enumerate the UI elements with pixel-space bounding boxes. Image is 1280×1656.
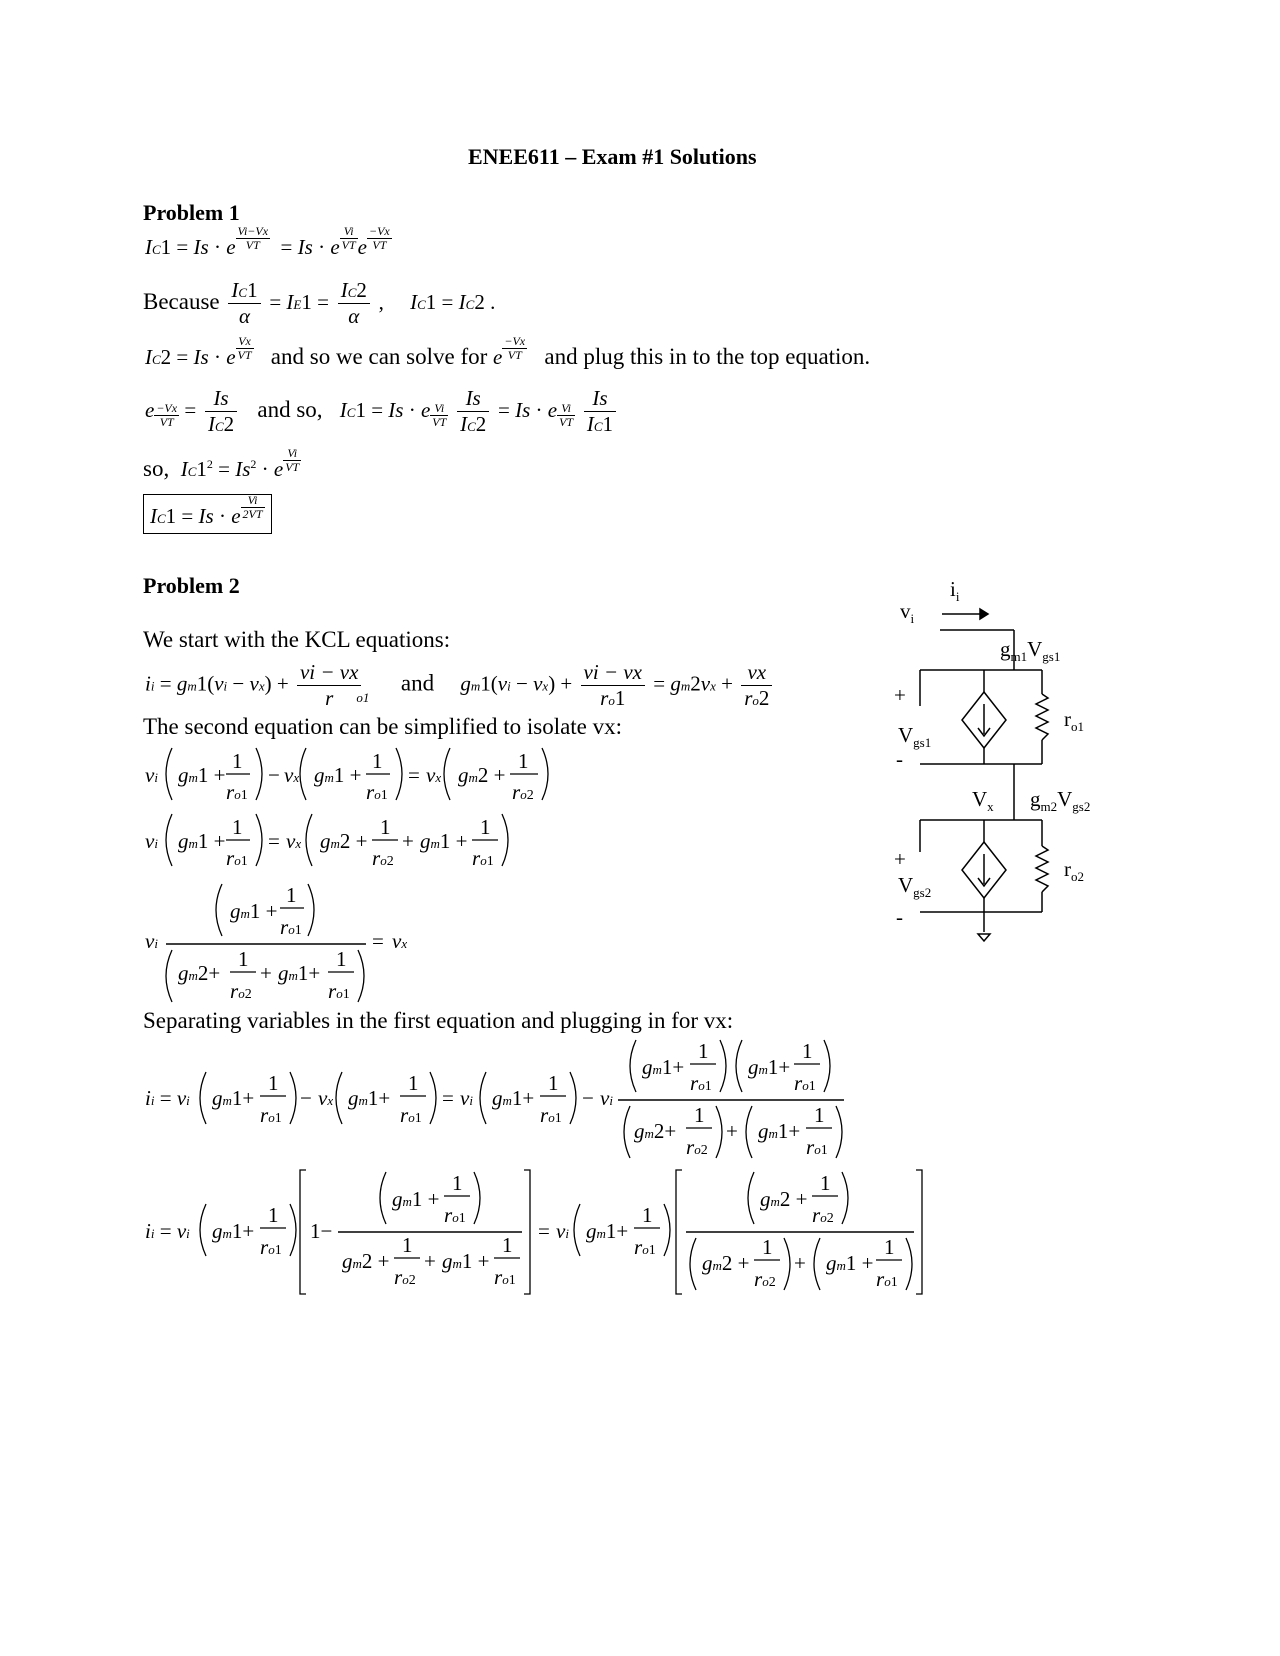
label-ro1: $r_{o1}$ [1064, 707, 1084, 734]
svg-text:gm2+: gm2+ [634, 1119, 677, 1143]
dependent-source-2 [962, 842, 1006, 898]
svg-text:ro2: ro2 [372, 846, 394, 870]
svg-text:+: + [726, 1119, 738, 1143]
svg-text:gm1 +: gm1 + [442, 1249, 490, 1273]
svg-text:gm2 +: gm2 + [702, 1251, 750, 1275]
svg-text:ro1: ro1 [400, 1103, 422, 1127]
svg-text:1: 1 [518, 749, 529, 773]
label-vx: $V_x$ [972, 787, 994, 814]
svg-text:vi: vi [145, 929, 158, 953]
svg-text:ro1: ro1 [876, 1267, 898, 1291]
svg-text:ro1: ro1 [260, 1103, 282, 1127]
label-plus-1: + [894, 683, 906, 707]
label-gm1vgs1: $g_{m1}V_{gs1}$ [1000, 637, 1061, 664]
svg-text:vi: vi [600, 1086, 613, 1110]
svg-text:vx: vx [318, 1086, 334, 1110]
svg-text:ro1: ro1 [328, 979, 350, 1003]
so-text: so, [143, 456, 170, 481]
svg-text:vi: vi [460, 1086, 473, 1110]
svg-text:gm1 +: gm1 + [178, 763, 226, 787]
svg-text:vi: vi [145, 829, 158, 853]
label-ro2: $r_{o2}$ [1064, 857, 1084, 884]
svg-text:+: + [402, 829, 414, 853]
svg-text:vx: vx [284, 763, 300, 787]
svg-text:−: − [582, 1086, 594, 1110]
svg-text:+: + [260, 961, 272, 985]
svg-text:ro2: ro2 [394, 1265, 416, 1289]
svg-text:1: 1 [802, 1039, 813, 1063]
svg-text:gm1+: gm1+ [278, 961, 321, 985]
svg-text:−: − [268, 763, 280, 787]
svg-text:ro1: ro1 [794, 1071, 816, 1095]
svg-text:gm1 +: gm1 + [230, 899, 278, 923]
svg-text:gm1 +: gm1 + [314, 763, 362, 787]
svg-text:1: 1 [694, 1103, 705, 1127]
svg-text:ro2: ro2 [230, 979, 252, 1003]
kcl-equations: ii = gm1(vi − vx) + $\frac{vi - vx}{r}$ $_{o1}$ and gm1(vi − vx) + $\frac{vi - vx}{ro1}$ = gm2vx + $\frac{vx}{ro2}$ [145, 660, 775, 711]
page-title: ENEE611 – Exam #1 Solutions [468, 144, 757, 169]
svg-text:ro2: ro2 [812, 1203, 834, 1227]
svg-text:1: 1 [642, 1203, 653, 1227]
svg-text:ro1: ro1 [226, 780, 248, 804]
svg-text:ro2: ro2 [754, 1267, 776, 1291]
svg-text:gm1+: gm1+ [348, 1086, 391, 1110]
step-2-equation [145, 814, 508, 870]
svg-text:1: 1 [698, 1039, 709, 1063]
kcl-text: We start with the KCL equations: [143, 627, 451, 652]
svg-text:1: 1 [814, 1103, 825, 1127]
svg-text:vi: vi [556, 1219, 569, 1243]
svg-text:vx: vx [286, 829, 302, 853]
svg-text:1: 1 [372, 749, 383, 773]
svg-text:1: 1 [238, 947, 249, 971]
solve-text: and so we can solve for [270, 344, 488, 369]
because-word: Because [143, 288, 220, 314]
svg-text:1: 1 [286, 883, 297, 907]
svg-text:ro1: ro1 [366, 780, 388, 804]
svg-text:ro2: ro2 [512, 780, 534, 804]
separating-text: Separating variables in the first equation and plugging in for vx: [143, 1008, 734, 1033]
label-minus-1: - [896, 747, 903, 771]
andso-text: and so, [257, 396, 323, 422]
svg-text:1: 1 [884, 1235, 895, 1259]
label-gm2vgs2: $g_{m2}V_{gs2}$ [1030, 787, 1091, 814]
equation-ic1-exp: IC1 = Is · e $^{\frac{Vi-Vx}{VT}}$ = Is · e $^{\frac{Vi}{VT}}$ e $^{\frac{-Vx}{VT}}$ [145, 224, 390, 259]
svg-text:1: 1 [502, 1233, 513, 1257]
problem-2-heading: Problem 2 [143, 573, 240, 598]
svg-text:gm2 +: gm2 + [342, 1249, 390, 1273]
label-vgs1: $V_{gs1}$ [898, 723, 932, 750]
plug-text: and plug this in to the top equation. [544, 344, 871, 369]
svg-text:ro1: ro1 [260, 1235, 282, 1259]
svg-text:gm1+: gm1+ [212, 1219, 255, 1243]
svg-text:ro1: ro1 [226, 846, 248, 870]
svg-text:+: + [424, 1249, 436, 1273]
svg-text:vi: vi [145, 763, 158, 787]
ground-symbol [978, 934, 990, 941]
svg-text:gm2 +: gm2 + [320, 829, 368, 853]
svg-text:gm1+: gm1+ [492, 1086, 535, 1110]
svg-text:ro1: ro1 [472, 846, 494, 870]
svg-text:−: − [300, 1086, 312, 1110]
substitution-line: e $^{\frac{-Vx}{VT}}$ = $\frac{Is}{IC2}$ and so, IC1 = Is · e $^{\frac{Vi}{VT}}$ $\frac{Is}{IC2}$ = Is · e $^{\frac{Vi}{VT}}$ $\frac{Is}{IC1}$ [145, 386, 619, 437]
svg-text:vx: vx [426, 763, 442, 787]
step-1-equation [145, 748, 548, 804]
squared-line: so, $IC1^2 = Is^2 \cdot e$ $^{\frac{Vi}{VT}}$ [143, 446, 300, 481]
resistor-ro2 [1036, 846, 1048, 892]
svg-text:=: = [408, 763, 420, 787]
svg-text:1: 1 [762, 1235, 773, 1259]
dependent-source-1 [962, 692, 1006, 748]
svg-text:ro1: ro1 [444, 1203, 466, 1227]
svg-text:ro1: ro1 [540, 1103, 562, 1127]
and-text: and [400, 670, 435, 696]
svg-text:1: 1 [452, 1171, 463, 1195]
svg-text:=: = [442, 1086, 454, 1110]
svg-text:gm1+: gm1+ [748, 1055, 791, 1079]
svg-text:=: = [372, 929, 384, 953]
svg-text:gm2 +: gm2 + [760, 1187, 808, 1211]
svg-text:gm1 +: gm1 + [420, 829, 468, 853]
svg-text:1: 1 [336, 947, 347, 971]
ic2-line: IC2 = Is · e $^{\frac{Vx}{VT}}$ and so we can solve for e $^{\frac{-Vx}{VT}}$ and plug this in to the top equation. [145, 334, 871, 369]
svg-text:ii = vi: ii = vi [145, 1086, 190, 1110]
svg-text:1−: 1− [310, 1219, 333, 1243]
problem-1-heading: Problem 1 [143, 200, 240, 225]
svg-text:1: 1 [548, 1071, 559, 1095]
svg-text:1: 1 [232, 749, 243, 773]
svg-text:ii = vi: ii = vi [145, 1219, 190, 1243]
svg-text:vx: vx [392, 929, 408, 953]
final-line-b [145, 1170, 922, 1294]
label-vi: $v_i$ [900, 599, 915, 626]
svg-text:1: 1 [402, 1233, 413, 1257]
svg-text:gm1 +: gm1 + [826, 1251, 874, 1275]
svg-text:1: 1 [380, 815, 391, 839]
svg-text:1: 1 [480, 815, 491, 839]
svg-text:gm2+: gm2+ [178, 961, 221, 985]
svg-text:gm1+: gm1+ [212, 1086, 255, 1110]
simplify-text: The second equation can be simplified to isolate vx: [143, 714, 623, 739]
svg-text:1: 1 [268, 1071, 279, 1095]
because-line: Because $\frac{IC1}{\alpha}$ = IE1 = $\frac{IC2}{\alpha}$ , IC1 = IC2 . [143, 278, 496, 328]
step-3-equation [145, 883, 407, 1003]
resistor-ro1 [1036, 694, 1048, 740]
svg-text:gm1+: gm1+ [586, 1219, 629, 1243]
svg-text:ro1: ro1 [634, 1235, 656, 1259]
svg-text:gm1 +: gm1 + [392, 1187, 440, 1211]
boxed-result: IC1 = Is · e $^{\frac{Vi}{2VT}}$ [143, 494, 272, 534]
final-line-a [145, 1039, 844, 1159]
svg-text:ro1: ro1 [690, 1071, 712, 1095]
svg-text:1: 1 [408, 1071, 419, 1095]
svg-text:1: 1 [820, 1171, 831, 1195]
svg-text:gm2 +: gm2 + [458, 763, 506, 787]
svg-text:ro1: ro1 [280, 915, 302, 939]
svg-text:gm1+: gm1+ [758, 1119, 801, 1143]
svg-text:ro2: ro2 [686, 1135, 708, 1159]
svg-text:1: 1 [268, 1203, 279, 1227]
svg-text:gm1+: gm1+ [642, 1055, 685, 1079]
svg-text:1: 1 [232, 815, 243, 839]
svg-text:+: + [794, 1251, 806, 1275]
label-vgs2: $V_{gs2}$ [898, 873, 932, 900]
svg-text:ro1: ro1 [806, 1135, 828, 1159]
svg-text:=: = [268, 829, 280, 853]
label-plus-2: + [894, 847, 906, 871]
svg-text:ro1: ro1 [494, 1265, 516, 1289]
svg-text:=: = [538, 1219, 550, 1243]
label-minus-2: - [896, 905, 903, 929]
svg-text:gm1 +: gm1 + [178, 829, 226, 853]
label-ii: $i_i$ [950, 577, 960, 604]
